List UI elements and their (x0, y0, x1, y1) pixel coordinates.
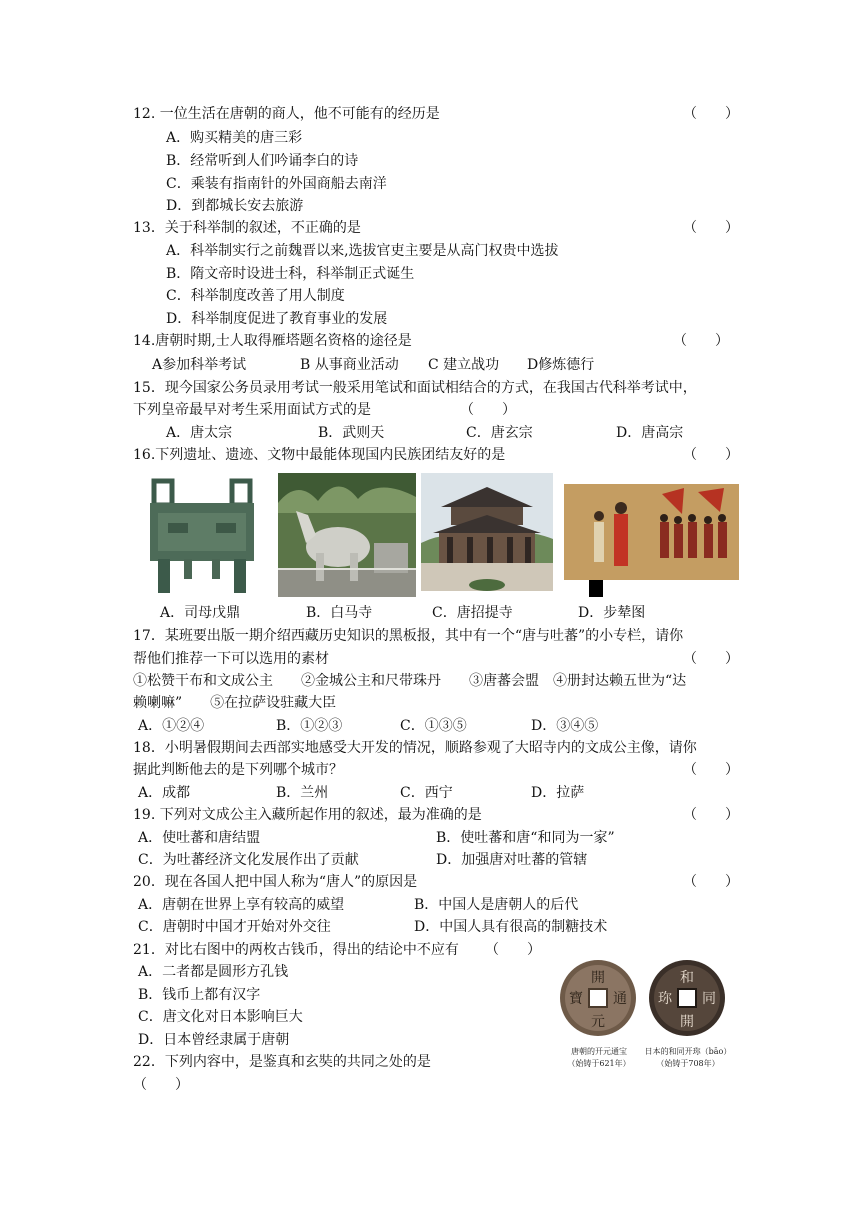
q17-option-d: D．③④⑤ (531, 718, 599, 734)
coin2-caption-line1: 日本的和同开珎（bāo） (644, 1047, 732, 1056)
q19-option-a: A．使吐蕃和唐结盟 (138, 830, 261, 846)
q15-answer-blank[interactable]: （ ） (460, 402, 516, 418)
q12-option-b: B．经常听到人们吟诵李白的诗 (166, 153, 359, 169)
q18-option-b: B．兰州 (276, 785, 329, 801)
q18-option-d: D．拉萨 (531, 785, 585, 801)
coin2-char-bottom: 開 (680, 1014, 694, 1030)
q14-option-a: A参加科举考试 (152, 357, 247, 373)
q13-stem: 13．关于科举制的叙述，不正确的是 (133, 220, 361, 236)
q16-option-c: C．唐招提寺 (432, 605, 513, 621)
coin1-caption-line2: （始铸于621年） (567, 1059, 631, 1068)
q17-materials-line1: ①松赞干布和文成公主 ②金城公主和尺带珠丹 ③唐蕃会盟 ④册封达赖五世为“达 (133, 673, 687, 689)
q21-option-a: A．二者都是圆形方孔钱 (138, 964, 289, 980)
q12-option-d: D．到都城长安去旅游 (166, 198, 304, 214)
q15-option-b: B．武则天 (318, 425, 385, 441)
q20-option-a: A．唐朝在世界上享有较高的威望 (138, 897, 345, 913)
kaiyuan-tongbao-coin-image (558, 958, 638, 1038)
q12-stem: 12. 一位生活在唐朝的商人，他不可能有的经历是 (133, 106, 440, 122)
q19-option-c: C．为吐蕃经济文化发展作出了贡献 (138, 852, 359, 868)
q18-option-a: A．成都 (138, 785, 191, 801)
q16-option-a: A．司母戊鼎 (160, 605, 241, 621)
selection-marker (589, 580, 603, 597)
q14-answer-blank[interactable]: （ ） (673, 333, 729, 349)
q19-stem: 19. 下列对文成公主入藏所起作用的叙述，最为准确的是 (133, 807, 482, 823)
q17-option-b: B．①②③ (276, 718, 343, 734)
coin1-char-right: 通 (613, 991, 627, 1007)
q15-stem-line2: 下列皇帝最早对考生采用面试方式的是 (133, 402, 371, 418)
q12-answer-blank[interactable]: （ ） (683, 106, 739, 122)
coin2-char-right: 同 (702, 991, 716, 1007)
q15-option-d: D．唐高宗 (616, 425, 684, 441)
q21-option-b: B．钱币上都有汉字 (138, 987, 261, 1003)
q21-answer-blank[interactable]: （ ） (485, 942, 541, 958)
q20-option-d: D．中国人具有很高的制糖技术 (414, 919, 608, 935)
q16-option-b: B．白马寺 (306, 605, 373, 621)
q18-answer-blank[interactable]: （ ） (683, 762, 739, 778)
q17-materials-line2: 赖喇嘛” ⑤在拉萨设驻藏大臣 (133, 695, 337, 711)
coin1-char-bottom: 元 (591, 1014, 605, 1030)
coin2-char-left: 珎 (658, 991, 672, 1007)
q15-option-c: C．唐玄宗 (466, 425, 533, 441)
toshodaiji-temple-image (421, 473, 553, 591)
q14-option-b: B 从事商业活动 (300, 357, 399, 373)
coin1-char-left: 寶 (569, 991, 583, 1007)
q21-stem: 21．对比右图中的两枚古钱币，得出的结论中不应有 (133, 942, 459, 958)
coin2-caption-line2: （始铸于708年） (656, 1059, 720, 1068)
q20-option-b: B．中国人是唐朝人的后代 (414, 897, 579, 913)
q15-option-a: A．唐太宗 (166, 425, 233, 441)
q22-answer-blank[interactable]: （ ） (133, 1077, 189, 1093)
q17-stem-line1: 17．某班要出版一期介绍西藏历史知识的黑板报，其中有一个“唐与吐蕃”的小专栏，请你 (133, 628, 684, 644)
q13-option-a: A．科举制实行之前魏晋以来,选拔官吏主要是从高门权贵中选拔 (166, 243, 559, 259)
q17-stem-line2: 帮他们推荐一下可以选用的素材 (133, 651, 329, 667)
q18-option-c: C．西宁 (400, 785, 453, 801)
q17-option-c: C．①③⑤ (400, 718, 467, 734)
coin1-char-top: 開 (591, 970, 605, 986)
q20-stem: 20．现在各国人把中国人称为“唐人”的原因是 (133, 874, 418, 890)
q18-stem-line2: 据此判断他去的是下列哪个城市？ (133, 762, 343, 778)
q16-option-d: D．步辇图 (578, 605, 646, 621)
q20-option-c: C．唐朝时中国才开始对外交往 (138, 919, 331, 935)
q14-option-c: C 建立战功 (428, 357, 500, 373)
q13-answer-blank[interactable]: （ ） (683, 220, 739, 236)
q13-option-d: D．科举制度促进了教育事业的发展 (166, 311, 388, 327)
q16-stem: 16.下列遗址、遗迹、文物中最能体现国内民族团结友好的是 (133, 447, 506, 463)
q17-answer-blank[interactable]: （ ） (683, 651, 739, 667)
simuwu-ding-image (148, 473, 256, 595)
coin2-char-top: 和 (680, 970, 694, 986)
q16-answer-blank[interactable]: （ ） (683, 447, 739, 463)
buniantu-painting-image (564, 484, 739, 580)
q19-answer-blank[interactable]: （ ） (683, 807, 739, 823)
q14-stem: 14.唐朝时期,士人取得雁塔题名资格的途径是 (133, 333, 412, 349)
coin1-caption-line1: 唐朝的开元通宝 (571, 1047, 627, 1056)
q22-stem: 22．下列内容中，是鉴真和玄奘的共同之处的是 (133, 1054, 431, 1070)
q15-stem-line1: 15．现今国家公务员录用考试一般采用笔试和面试相结合的方式，在我国古代科举考试中， (133, 380, 697, 396)
q20-answer-blank[interactable]: （ ） (683, 874, 739, 890)
q13-option-b: B．隋文帝时设进士科，科举制正式诞生 (166, 266, 415, 282)
q14-option-d: D修炼德行 (527, 357, 595, 373)
q21-option-d: D．日本曾经隶属于唐朝 (138, 1032, 290, 1048)
q17-option-a: A．①②④ (138, 718, 205, 734)
wado-kaichin-coin-image (647, 958, 727, 1038)
q12-option-a: A．购买精美的唐三彩 (166, 130, 303, 146)
q12-option-c: C．乘装有指南针的外国商船去南洋 (166, 176, 387, 192)
q21-option-c: C．唐文化对日本影响巨大 (138, 1009, 303, 1025)
white-horse-temple-image (278, 473, 416, 597)
q13-option-c: C．科举制度改善了用人制度 (166, 288, 345, 304)
q19-option-d: D．加强唐对吐蕃的管辖 (436, 852, 588, 868)
q19-option-b: B．使吐蕃和唐“和同为一家” (436, 830, 615, 846)
q18-stem-line1: 18．小明暑假期间去西部实地感受大开发的情况，顺路参观了大昭寺内的文成公主像，请你 (133, 740, 697, 756)
